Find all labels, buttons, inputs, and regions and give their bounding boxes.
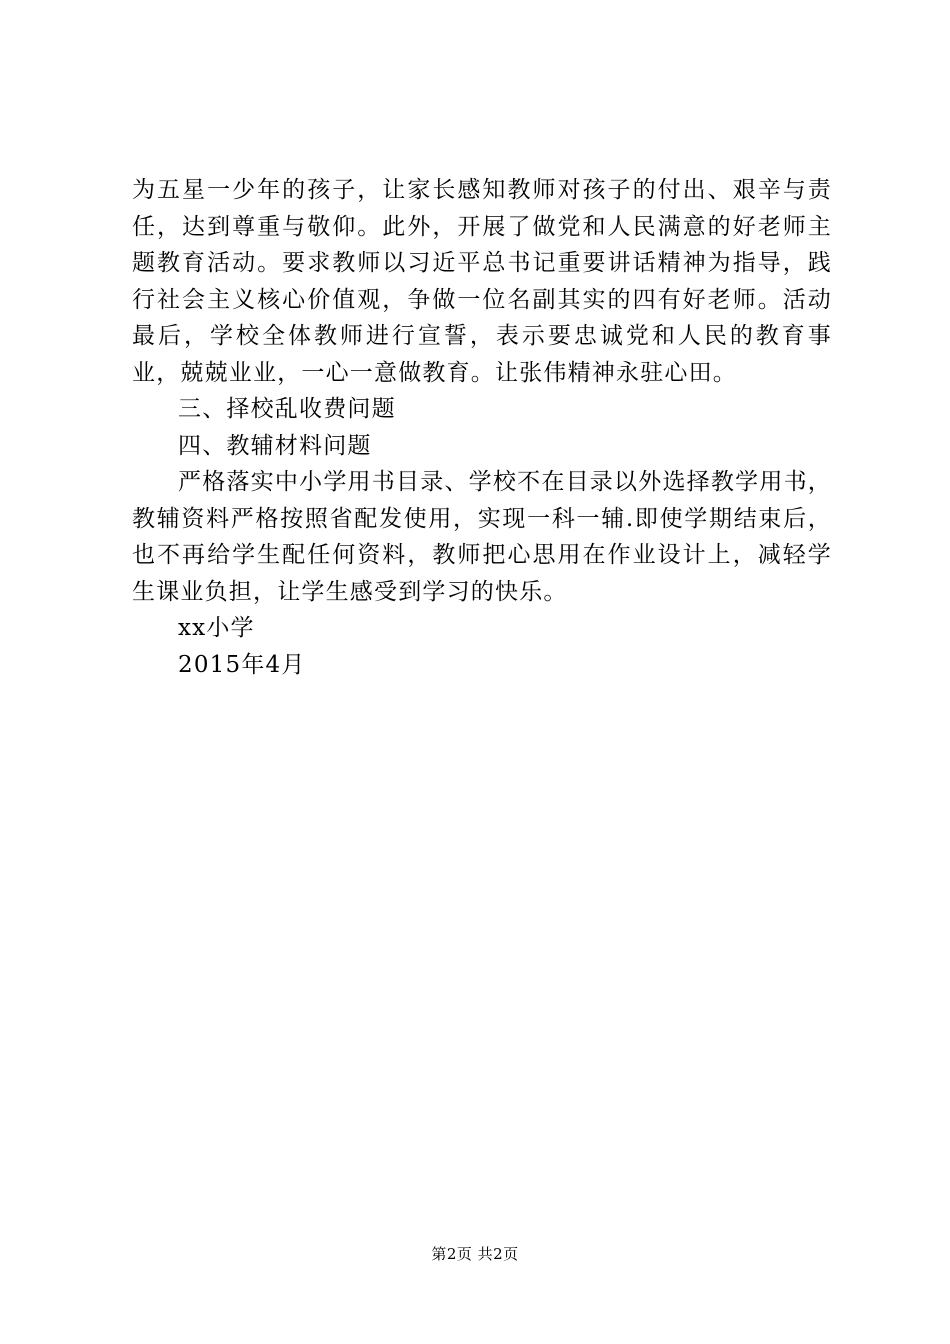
paragraph-continuation: 为五星一少年的孩子，让家长感知教师对孩子的付出、艰辛与责任，达到尊重与敬仰。此外，开展了做党和人民满意的好老师主题教育活动。要求教师以习近平总书记重要讲话精神为指导，践行社会主义核心价值观，争做一位名副其实的四有好老师。活动最后，学校全体教师进行宣誓，表示要忠诚党和人民的教育事业，兢兢业业，一心一意做教育。让张伟精神永驻心田。 bbox=[132, 177, 832, 386]
page-footer bbox=[0, 1243, 950, 1264]
heading-section-three: 三、择校乱收费问题 bbox=[178, 396, 396, 422]
document-body bbox=[132, 172, 832, 683]
signature-date: 2015年4月 bbox=[178, 651, 306, 678]
signature-school: xx小学 bbox=[178, 615, 255, 641]
paragraph-materials: 严格落实中小学用书目录、学校不在目录以外选择教学用书，教辅资料严格按照省配发使用，实现一科一辅.即使学期结束后，也不再给学生配任何资料，教师把心思用在作业设计上，减轻学生课业负担，让学生感受到学习的快乐。 bbox=[132, 469, 832, 605]
page-number-label: 第2页 共2页 bbox=[431, 1245, 519, 1263]
heading-section-four: 四、教辅材料问题 bbox=[178, 432, 372, 459]
